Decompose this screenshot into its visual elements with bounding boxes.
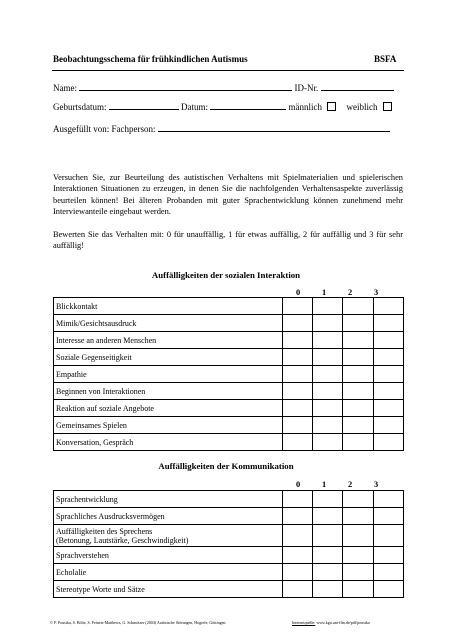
rating-cell[interactable] (373, 383, 403, 400)
rating-cell[interactable] (282, 417, 312, 434)
rating-cell[interactable] (343, 332, 373, 349)
rating-cell[interactable] (373, 332, 403, 349)
female-checkbox[interactable] (383, 102, 392, 111)
rating-cell[interactable] (313, 417, 343, 434)
rating-cell[interactable] (282, 400, 312, 417)
rating-cell[interactable] (313, 581, 343, 598)
scale-2: 2 (348, 480, 353, 489)
table-row (54, 298, 404, 315)
rating-cell[interactable] (282, 315, 312, 332)
item-label: Konversation, Gespräch (54, 434, 283, 451)
rating-cell[interactable] (282, 332, 312, 349)
filled-by-label: Ausgefüllt von: Fachperson: (53, 124, 156, 134)
rating-cell[interactable] (282, 383, 312, 400)
birth-row (53, 101, 392, 112)
rating-cell[interactable] (343, 366, 373, 383)
male-label: männlich (288, 102, 322, 112)
rating-cell[interactable] (313, 525, 343, 547)
item-label: Echolalie (54, 564, 283, 581)
rating-cell[interactable] (282, 366, 312, 383)
scale-0: 0 (296, 288, 301, 297)
male-checkbox[interactable] (327, 102, 336, 111)
footer-source-label: Internetquelle: (292, 620, 316, 625)
item-label: Sprachverstehen (54, 547, 283, 564)
name-row (53, 82, 394, 93)
rating-cell[interactable] (343, 298, 373, 315)
rating-cell[interactable] (313, 491, 343, 508)
rating-cell[interactable] (373, 525, 403, 547)
rating-cell[interactable] (343, 564, 373, 581)
form-title: Beobachtungsschema für frühkindlichen Autismus (53, 54, 248, 64)
table-row (54, 417, 404, 434)
rating-cell[interactable] (282, 298, 312, 315)
instructions-paragraph-2: Bewerten Sie das Verhalten mit: 0 für unauffällig, 1 für etwas auffällig, 2 für auffällig und 3 für sehr auffällig! (53, 230, 403, 251)
rating-cell[interactable] (313, 332, 343, 349)
communication-table (53, 490, 404, 598)
rating-cell[interactable] (313, 508, 343, 525)
item-label: Blickkontakt (54, 298, 283, 315)
rating-cell[interactable] (313, 400, 343, 417)
rating-cell[interactable] (343, 491, 373, 508)
scale-2: 2 (348, 288, 353, 297)
item-label: Empathie (54, 366, 283, 383)
name-field[interactable] (79, 82, 292, 91)
item-label: Interesse an anderen Menschen (54, 332, 283, 349)
rating-cell[interactable] (343, 315, 373, 332)
rating-cell[interactable] (343, 581, 373, 598)
table-row (54, 434, 404, 451)
header-divider (52, 70, 404, 71)
social-section-title: Auffälligkeiten der sozialen Interaktion (151, 270, 301, 280)
scale-1: 1 (322, 288, 327, 297)
table-row (54, 581, 404, 598)
form-code: BSFA (374, 54, 397, 64)
item-label: Gemeinsames Spielen (54, 417, 283, 434)
rating-cell[interactable] (313, 298, 343, 315)
birth-label: Geburtsdatum: (53, 102, 107, 112)
date-field[interactable] (210, 101, 286, 110)
table-row (54, 547, 404, 564)
rating-cell[interactable] (343, 434, 373, 451)
rating-cell[interactable] (282, 581, 312, 598)
id-label: ID-Nr. (294, 83, 319, 93)
rating-cell[interactable] (373, 434, 403, 451)
item-label: Sprachliches Ausdrucksvermögen (54, 508, 283, 525)
table-row (54, 366, 404, 383)
social-table (53, 297, 404, 451)
rating-cell[interactable] (282, 434, 312, 451)
rating-cell[interactable] (282, 564, 312, 581)
table-row (54, 332, 404, 349)
item-label-line-2: (Betonung, Lautstärke, Geschwindigkeit) (56, 535, 189, 545)
item-label: Reaktion auf soziale Angebote (54, 400, 283, 417)
rating-cell[interactable] (343, 417, 373, 434)
rating-cell[interactable] (343, 547, 373, 564)
rating-cell[interactable] (373, 349, 403, 366)
date-label: Datum: (181, 102, 208, 112)
female-label: weiblich (346, 102, 378, 112)
table-row (54, 564, 404, 581)
name-label: Name: (53, 83, 77, 93)
table-row (54, 400, 404, 417)
rating-cell[interactable] (282, 349, 312, 366)
rating-cell[interactable] (313, 564, 343, 581)
scale-1: 1 (322, 480, 327, 489)
rating-cell[interactable] (313, 434, 343, 451)
birth-field[interactable] (109, 101, 179, 110)
rating-cell[interactable] (282, 508, 312, 525)
rating-cell[interactable] (343, 508, 373, 525)
scale-3: 3 (374, 480, 379, 489)
rating-cell[interactable] (373, 547, 403, 564)
table-row (54, 525, 404, 547)
rating-cell[interactable] (343, 383, 373, 400)
footer-source (292, 620, 370, 625)
scale-3: 3 (374, 288, 379, 297)
filled-by-field[interactable] (158, 123, 390, 132)
table-row (54, 491, 404, 508)
filled-by-row (53, 123, 390, 134)
footer-source-url[interactable]: www.kgu.uni-ffm.de/pdf/poustka (316, 620, 370, 625)
instructions-paragraph-1: Versuchen Sie, zur Beurteilung des autistischen Verhaltens mit Spielmaterialien und spielerischen Interaktionen Situationen zu erzeugen, in denen Sie die nachfolgenden Verhaltensaspekte zuverlässig beurteilen können! Bei älteren Probanden mit guter Sprachentwicklung können zunehmend mehr Interviewanteile eingebaut werden. (53, 173, 403, 217)
rating-cell[interactable] (343, 525, 373, 547)
item-label: Beginnen von Interaktionen (54, 383, 283, 400)
rating-cell[interactable] (313, 547, 343, 564)
rating-cell[interactable] (373, 298, 403, 315)
rating-cell[interactable] (373, 315, 403, 332)
table-row (54, 315, 404, 332)
id-field[interactable] (321, 82, 394, 91)
table-row (54, 508, 404, 525)
rating-cell[interactable] (373, 581, 403, 598)
rating-cell[interactable] (343, 400, 373, 417)
rating-cell[interactable] (313, 383, 343, 400)
item-label: Mimik/Gesichtsausdruck (54, 315, 283, 332)
rating-cell[interactable] (373, 491, 403, 508)
rating-cell[interactable] (373, 508, 403, 525)
footer-copyright: © F. Poustka, S. Bölte, S. Feineis-Matthews, G. Schmötzer (2004) Autistische Störungen, Hogrefe, Göttingen. (50, 620, 227, 625)
rating-cell[interactable] (313, 349, 343, 366)
rating-cell[interactable] (313, 315, 343, 332)
item-label (54, 525, 283, 547)
table-row (54, 383, 404, 400)
rating-cell[interactable] (373, 366, 403, 383)
table-row (54, 349, 404, 366)
rating-cell[interactable] (373, 417, 403, 434)
rating-cell[interactable] (282, 491, 312, 508)
item-label: Soziale Gegenseitigkeit (54, 349, 283, 366)
rating-cell[interactable] (282, 525, 312, 547)
rating-cell[interactable] (282, 547, 312, 564)
item-label: Stereotype Worte und Sätze (54, 581, 283, 598)
item-label: Sprachentwicklung (54, 491, 283, 508)
rating-cell[interactable] (373, 564, 403, 581)
communication-section-title: Auffälligkeiten der Kommunikation (158, 461, 294, 471)
scale-0: 0 (296, 480, 301, 489)
rating-cell[interactable] (343, 349, 373, 366)
rating-cell[interactable] (373, 400, 403, 417)
rating-cell[interactable] (313, 366, 343, 383)
item-label-line-1: Auffälligkeiten des Sprechens (56, 526, 153, 536)
